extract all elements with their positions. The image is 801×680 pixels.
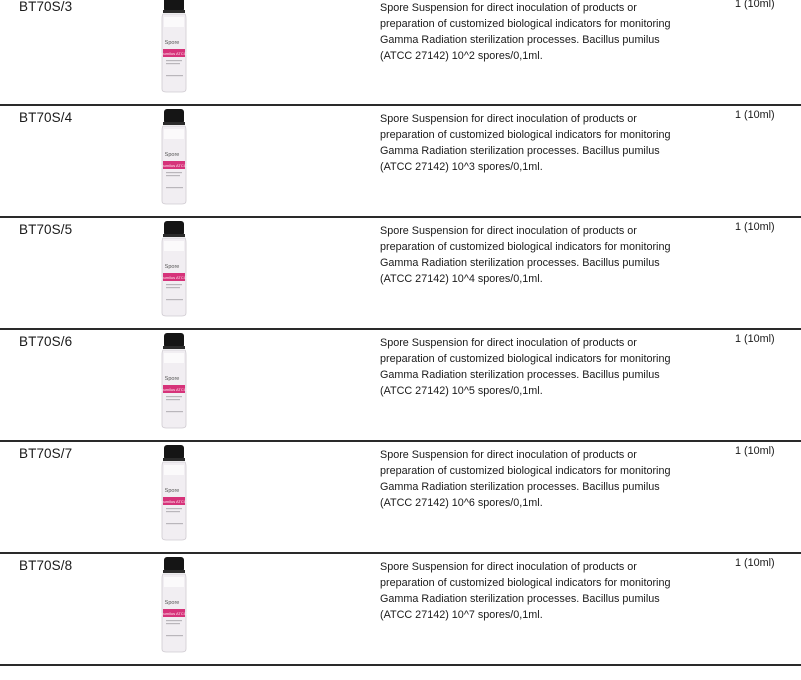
product-description: Spore Suspension for direct inoculation of products or preparation of customized biological indicators for monitoring Gamma Radiation sterilization processes. Bacillus pumilus (ATCC 27142) 10^5 spores/0,1ml.	[380, 337, 671, 397]
vial-band-text: pumilus ATCC	[161, 387, 187, 392]
product-description: Spore Suspension for direct inoculation of products or preparation of customized biological indicators for monitoring Gamma Radiation sterilization processes. Bacillus pumilus (ATCC 27142) 10^3 spores/0,1ml.	[380, 113, 671, 173]
vial-image	[157, 221, 191, 317]
product-quantity: 1 (10ml)	[735, 221, 775, 233]
product-description: Spore Suspension for direct inoculation of products or preparation of customized biological indicators for monitoring Gamma Radiation sterilization processes. Bacillus pumilus (ATCC 27142) 10^6 spores/0,1ml.	[380, 449, 671, 509]
product-description: Spore Suspension for direct inoculation of products or preparation of customized biological indicators for monitoring Gamma Radiation sterilization processes. Bacillus pumilus (ATCC 27142) 10^7 spores/0,1ml.	[380, 561, 671, 621]
vial-label-text: Spore	[164, 600, 180, 606]
product-row	[0, 0, 801, 106]
vial-image	[157, 109, 191, 205]
vial-cap	[164, 557, 184, 572]
vial-cap	[164, 109, 184, 124]
product-row	[0, 106, 801, 218]
vial-label-text: Spore	[164, 152, 180, 158]
product-row	[0, 330, 801, 442]
vial-label-text: Spore	[164, 488, 180, 494]
product-code: BT70S/5	[19, 222, 73, 237]
product-quantity: 1 (10ml)	[735, 557, 775, 569]
product-code: BT70S/8	[19, 558, 73, 573]
product-row	[0, 442, 801, 554]
product-description: Spore Suspension for direct inoculation of products or preparation of customized biological indicators for monitoring Gamma Radiation sterilization processes. Bacillus pumilus (ATCC 27142) 10^2 spores/0,1ml.	[380, 2, 671, 62]
product-row	[0, 218, 801, 330]
product-description: Spore Suspension for direct inoculation of products or preparation of customized biological indicators for monitoring Gamma Radiation sterilization processes. Bacillus pumilus (ATCC 27142) 10^4 spores/0,1ml.	[380, 225, 671, 285]
product-code: BT70S/6	[19, 334, 73, 349]
vial-label-text: Spore	[164, 376, 180, 382]
vial-image	[157, 333, 191, 429]
vial-band-text: pumilus ATCC	[161, 275, 187, 280]
product-row	[0, 554, 801, 666]
vial-cap	[164, 221, 184, 236]
vial-label-text: Spore	[164, 40, 180, 46]
product-quantity: 1 (10ml)	[735, 445, 775, 457]
product-quantity: 1 (10ml)	[735, 109, 775, 121]
vial-image	[157, 0, 191, 93]
vial-image	[157, 557, 191, 653]
vial-label-text: Spore	[164, 264, 180, 270]
product-code: BT70S/7	[19, 446, 73, 461]
product-code: BT70S/3	[19, 0, 73, 14]
vial-band-text: pumilus ATCC	[161, 163, 187, 168]
vial-band-text: pumilus ATCC	[161, 611, 187, 616]
product-quantity: 1 (10ml)	[735, 333, 775, 345]
vial-band-text: pumilus ATCC	[161, 51, 187, 56]
product-quantity: 1 (10ml)	[735, 0, 775, 10]
vial-band-text: pumilus ATCC	[161, 499, 187, 504]
vial-cap	[164, 445, 184, 460]
vial-cap	[164, 333, 184, 348]
vial-image	[157, 445, 191, 541]
product-code: BT70S/4	[19, 110, 73, 125]
